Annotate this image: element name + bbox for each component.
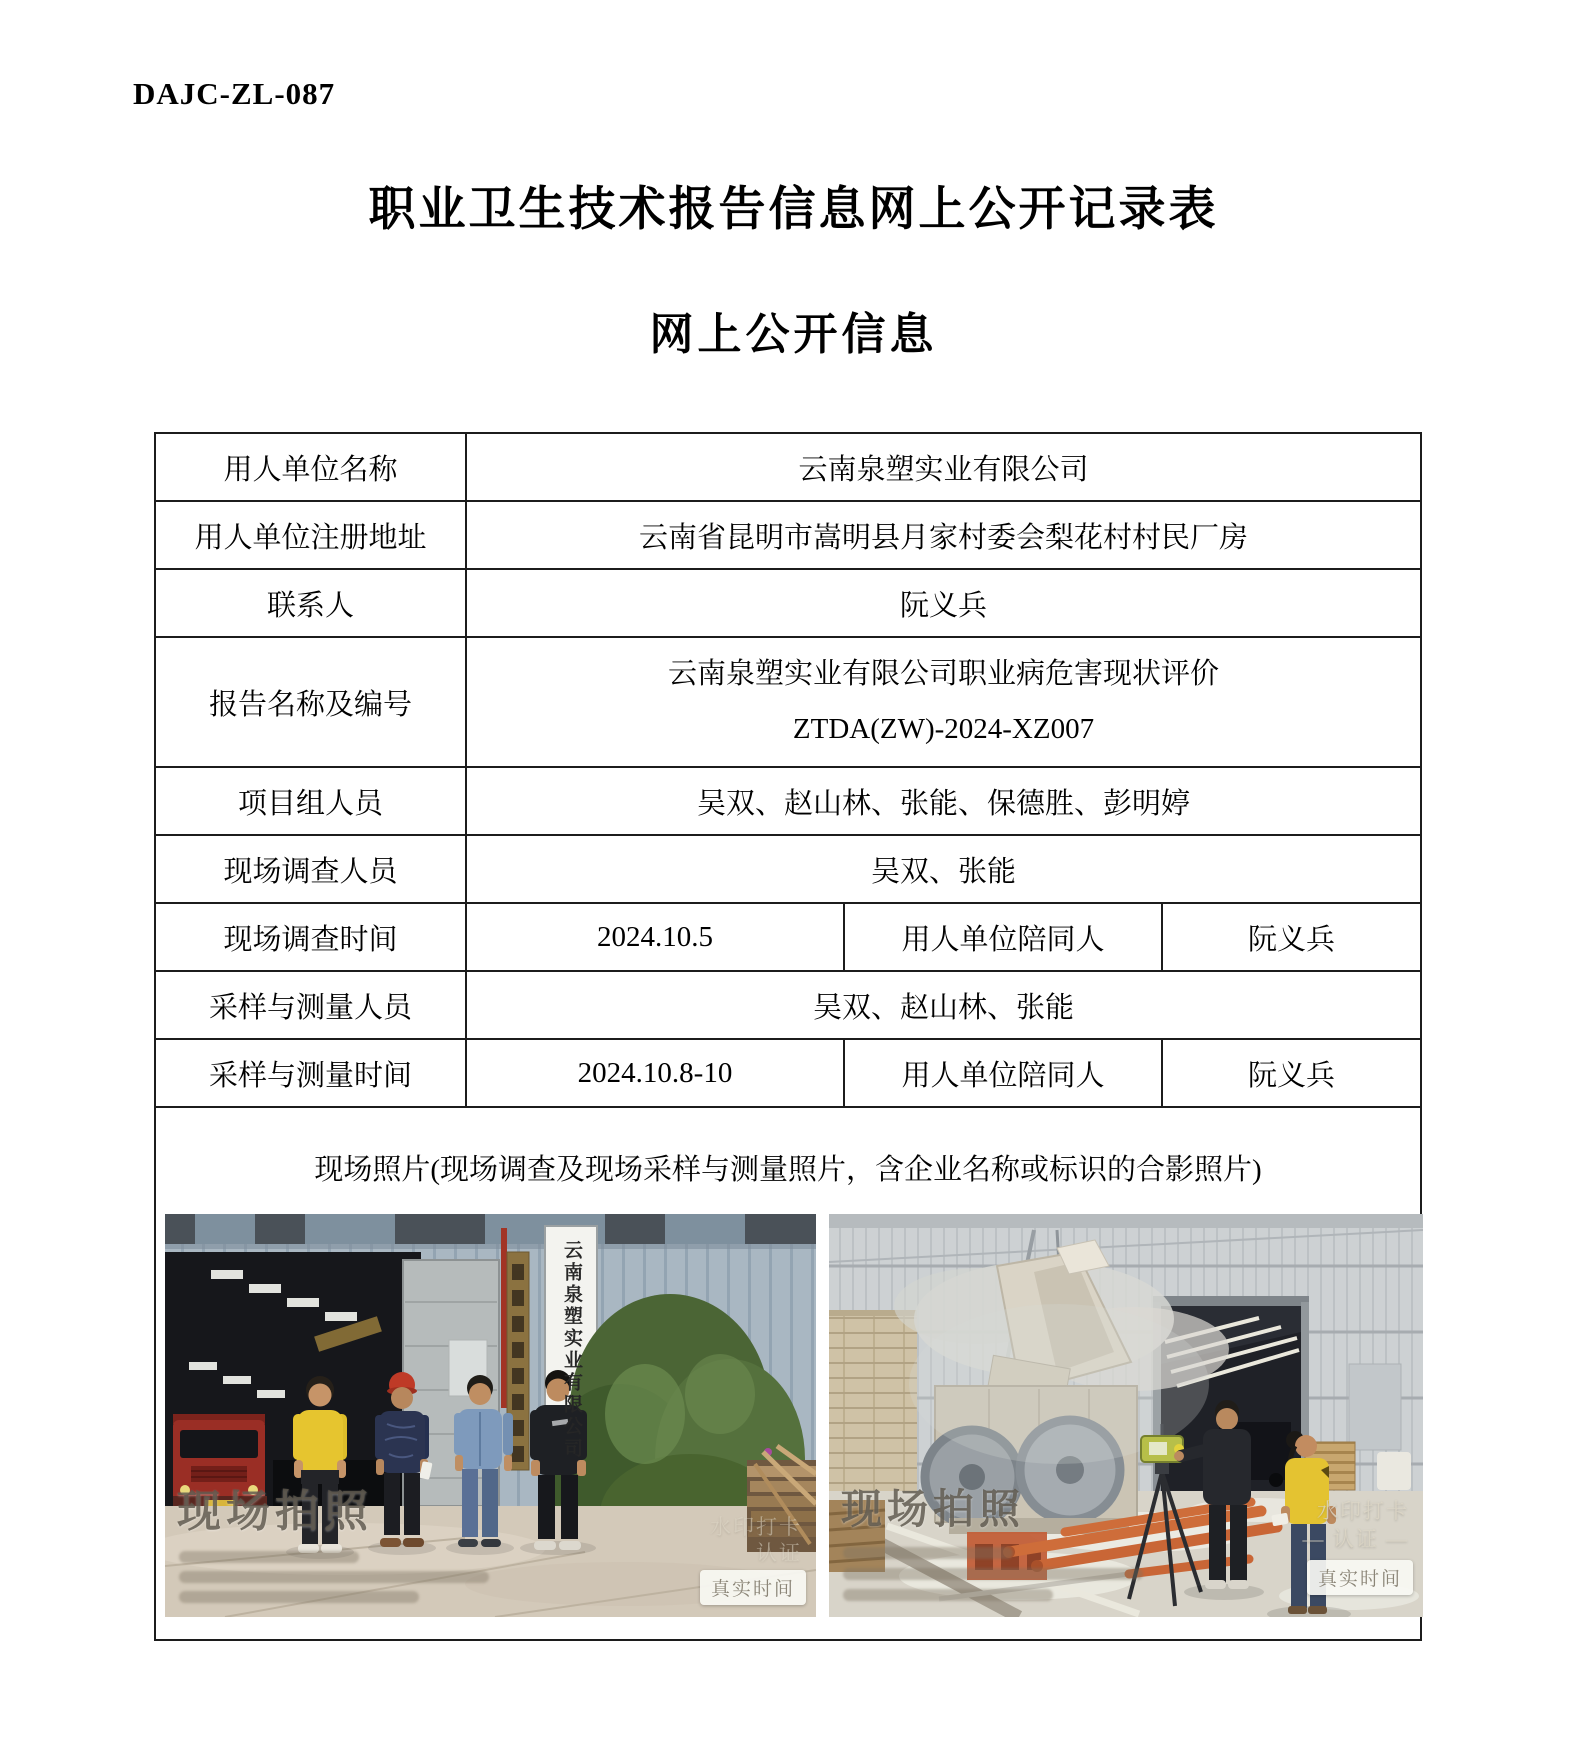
sampling-date-value: 2024.10.8-10	[466, 1039, 844, 1107]
realtime-badge: 真实时间	[1307, 1560, 1413, 1595]
survey-date-value: 2024.10.5	[466, 903, 844, 971]
table-row	[155, 903, 1421, 971]
sampling-date-label: 采样与测量时间	[155, 1039, 466, 1107]
white-sack	[1377, 1452, 1411, 1490]
sampling-staff-value: 吴双、赵山林、张能	[466, 971, 1421, 1039]
employer-name-label: 用人单位名称	[155, 433, 466, 501]
photo-section-cell	[155, 1107, 1421, 1640]
blurred-watermark-line	[843, 1547, 1013, 1559]
page-subtitle: 网上公开信息	[649, 310, 938, 359]
table-row	[155, 501, 1421, 569]
company-vertical-sign-text: 云南泉塑实业有限公司	[561, 1239, 582, 1460]
report-name-label: 报告名称及编号	[155, 637, 466, 767]
report-title-line: 云南泉塑实业有限公司职业病危害现状评价	[667, 657, 1219, 690]
photo-section-caption: 现场照片(现场调查及现场采样与测量照片，含企业名称或标识的合影照片)	[314, 1153, 1262, 1186]
project-team-label: 项目组人员	[155, 767, 466, 835]
survey-date-label: 现场调查时间	[155, 903, 466, 971]
table-row	[155, 767, 1421, 835]
blurred-watermark-line	[179, 1551, 359, 1563]
watermark-title: 现场拍照	[841, 1485, 1025, 1532]
table-row	[155, 569, 1421, 637]
watermark-checkin-label: 水印打卡	[1317, 1498, 1409, 1523]
report-name-value	[466, 637, 1421, 767]
employer-address-label: 用人单位注册地址	[155, 501, 466, 569]
realtime-badge: 真实时间	[700, 1570, 806, 1605]
survey-escort-value: 阮义兵	[1162, 903, 1421, 971]
watermark-verify-label: — 认证 —	[1302, 1526, 1409, 1551]
sampling-escort-label: 用人单位陪同人	[844, 1039, 1162, 1107]
photo-strip	[164, 1214, 1412, 1617]
contact-person-label: 联系人	[155, 569, 466, 637]
survey-staff-value: 吴双、张能	[466, 835, 1421, 903]
report-number-line: ZTDA(ZW)-2024-XZ007	[792, 713, 1095, 745]
table-row	[155, 637, 1421, 767]
survey-escort-label: 用人单位陪同人	[844, 903, 1162, 971]
table-row	[155, 433, 1421, 501]
red-pole	[501, 1228, 507, 1408]
watermark-verify-label: 认证	[756, 1540, 802, 1565]
contact-person-value: 阮义兵	[466, 569, 1421, 637]
info-table	[154, 432, 1422, 1641]
doc-code: DAJC-ZL-087	[133, 76, 336, 111]
sampling-staff-label: 采样与测量人员	[155, 971, 466, 1039]
sampling-escort-value: 阮义兵	[1162, 1039, 1421, 1107]
table-row	[155, 1039, 1421, 1107]
site-photo-sampling	[829, 1214, 1423, 1617]
site-photo-group	[165, 1214, 816, 1617]
table-row	[155, 835, 1421, 903]
employer-address-value: 云南省昆明市嵩明县月家村委会梨花村村民厂房	[466, 501, 1421, 569]
table-row	[155, 971, 1421, 1039]
watermark-checkin-label: 水印打卡	[710, 1514, 802, 1539]
watermark-title: 现场拍照	[177, 1486, 373, 1536]
blurred-watermark-line	[179, 1591, 419, 1603]
employer-name-value: 云南泉塑实业有限公司	[466, 433, 1421, 501]
page-title: 职业卫生技术报告信息网上公开记录表	[368, 184, 1219, 236]
blurred-watermark-line	[179, 1571, 489, 1583]
photo-section-row	[155, 1107, 1421, 1640]
survey-staff-label: 现场调查人员	[155, 835, 466, 903]
project-team-value: 吴双、赵山林、张能、保德胜、彭明婷	[466, 767, 1421, 835]
block-wall	[829, 1310, 917, 1492]
blurred-watermark-line	[843, 1568, 1143, 1580]
wall-panel	[1349, 1364, 1401, 1450]
blurred-watermark-line	[843, 1589, 1053, 1601]
